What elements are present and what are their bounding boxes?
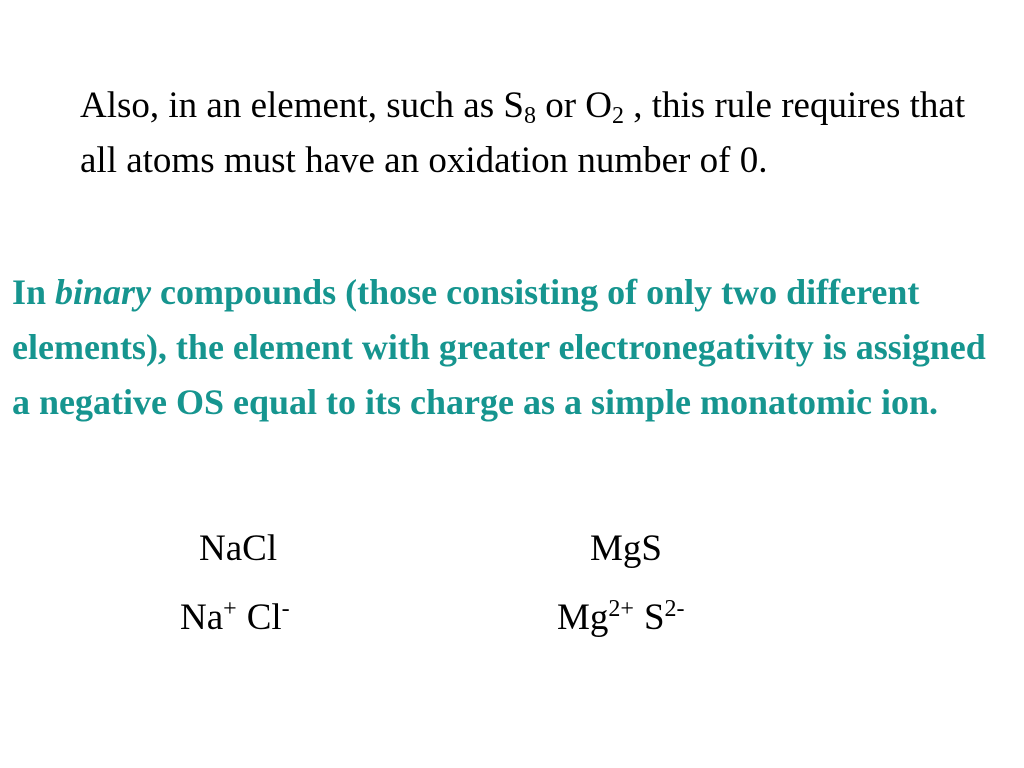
cl-ion: Cl <box>246 597 282 638</box>
na-ion: Na <box>180 597 224 638</box>
rule-emphasis: binary <box>55 272 152 312</box>
s8-subscript: 8 <box>523 103 536 129</box>
intro-paragraph <box>80 78 980 188</box>
mg-charge: 2+ <box>608 595 634 622</box>
intro-text-3: , this rule requires that all atoms must have an oxidation number of 0. <box>80 85 966 181</box>
intro-text-2: or O <box>535 85 612 126</box>
nacl-formula: NaCl <box>199 528 278 569</box>
mg-ion: Mg <box>557 597 609 638</box>
na-charge: + <box>223 595 237 622</box>
nacl-ions <box>180 596 290 640</box>
mgs-ions <box>557 596 685 640</box>
cl-charge: - <box>281 595 290 622</box>
mgs-formula: MgS <box>590 528 662 569</box>
rule-text: compounds (those consisting of only two different elements), the element with greater electronegativity is assigned a negative OS equal to its charge as a simple monatomic ion. <box>12 272 986 422</box>
binary-compound-rule <box>12 265 1012 430</box>
o2-subscript: 2 <box>611 103 624 129</box>
rule-prefix: In <box>12 272 56 312</box>
intro-text-1: Also, in an element, such as S <box>80 85 524 126</box>
s-charge: 2- <box>664 595 685 622</box>
s-ion: S <box>643 597 665 638</box>
